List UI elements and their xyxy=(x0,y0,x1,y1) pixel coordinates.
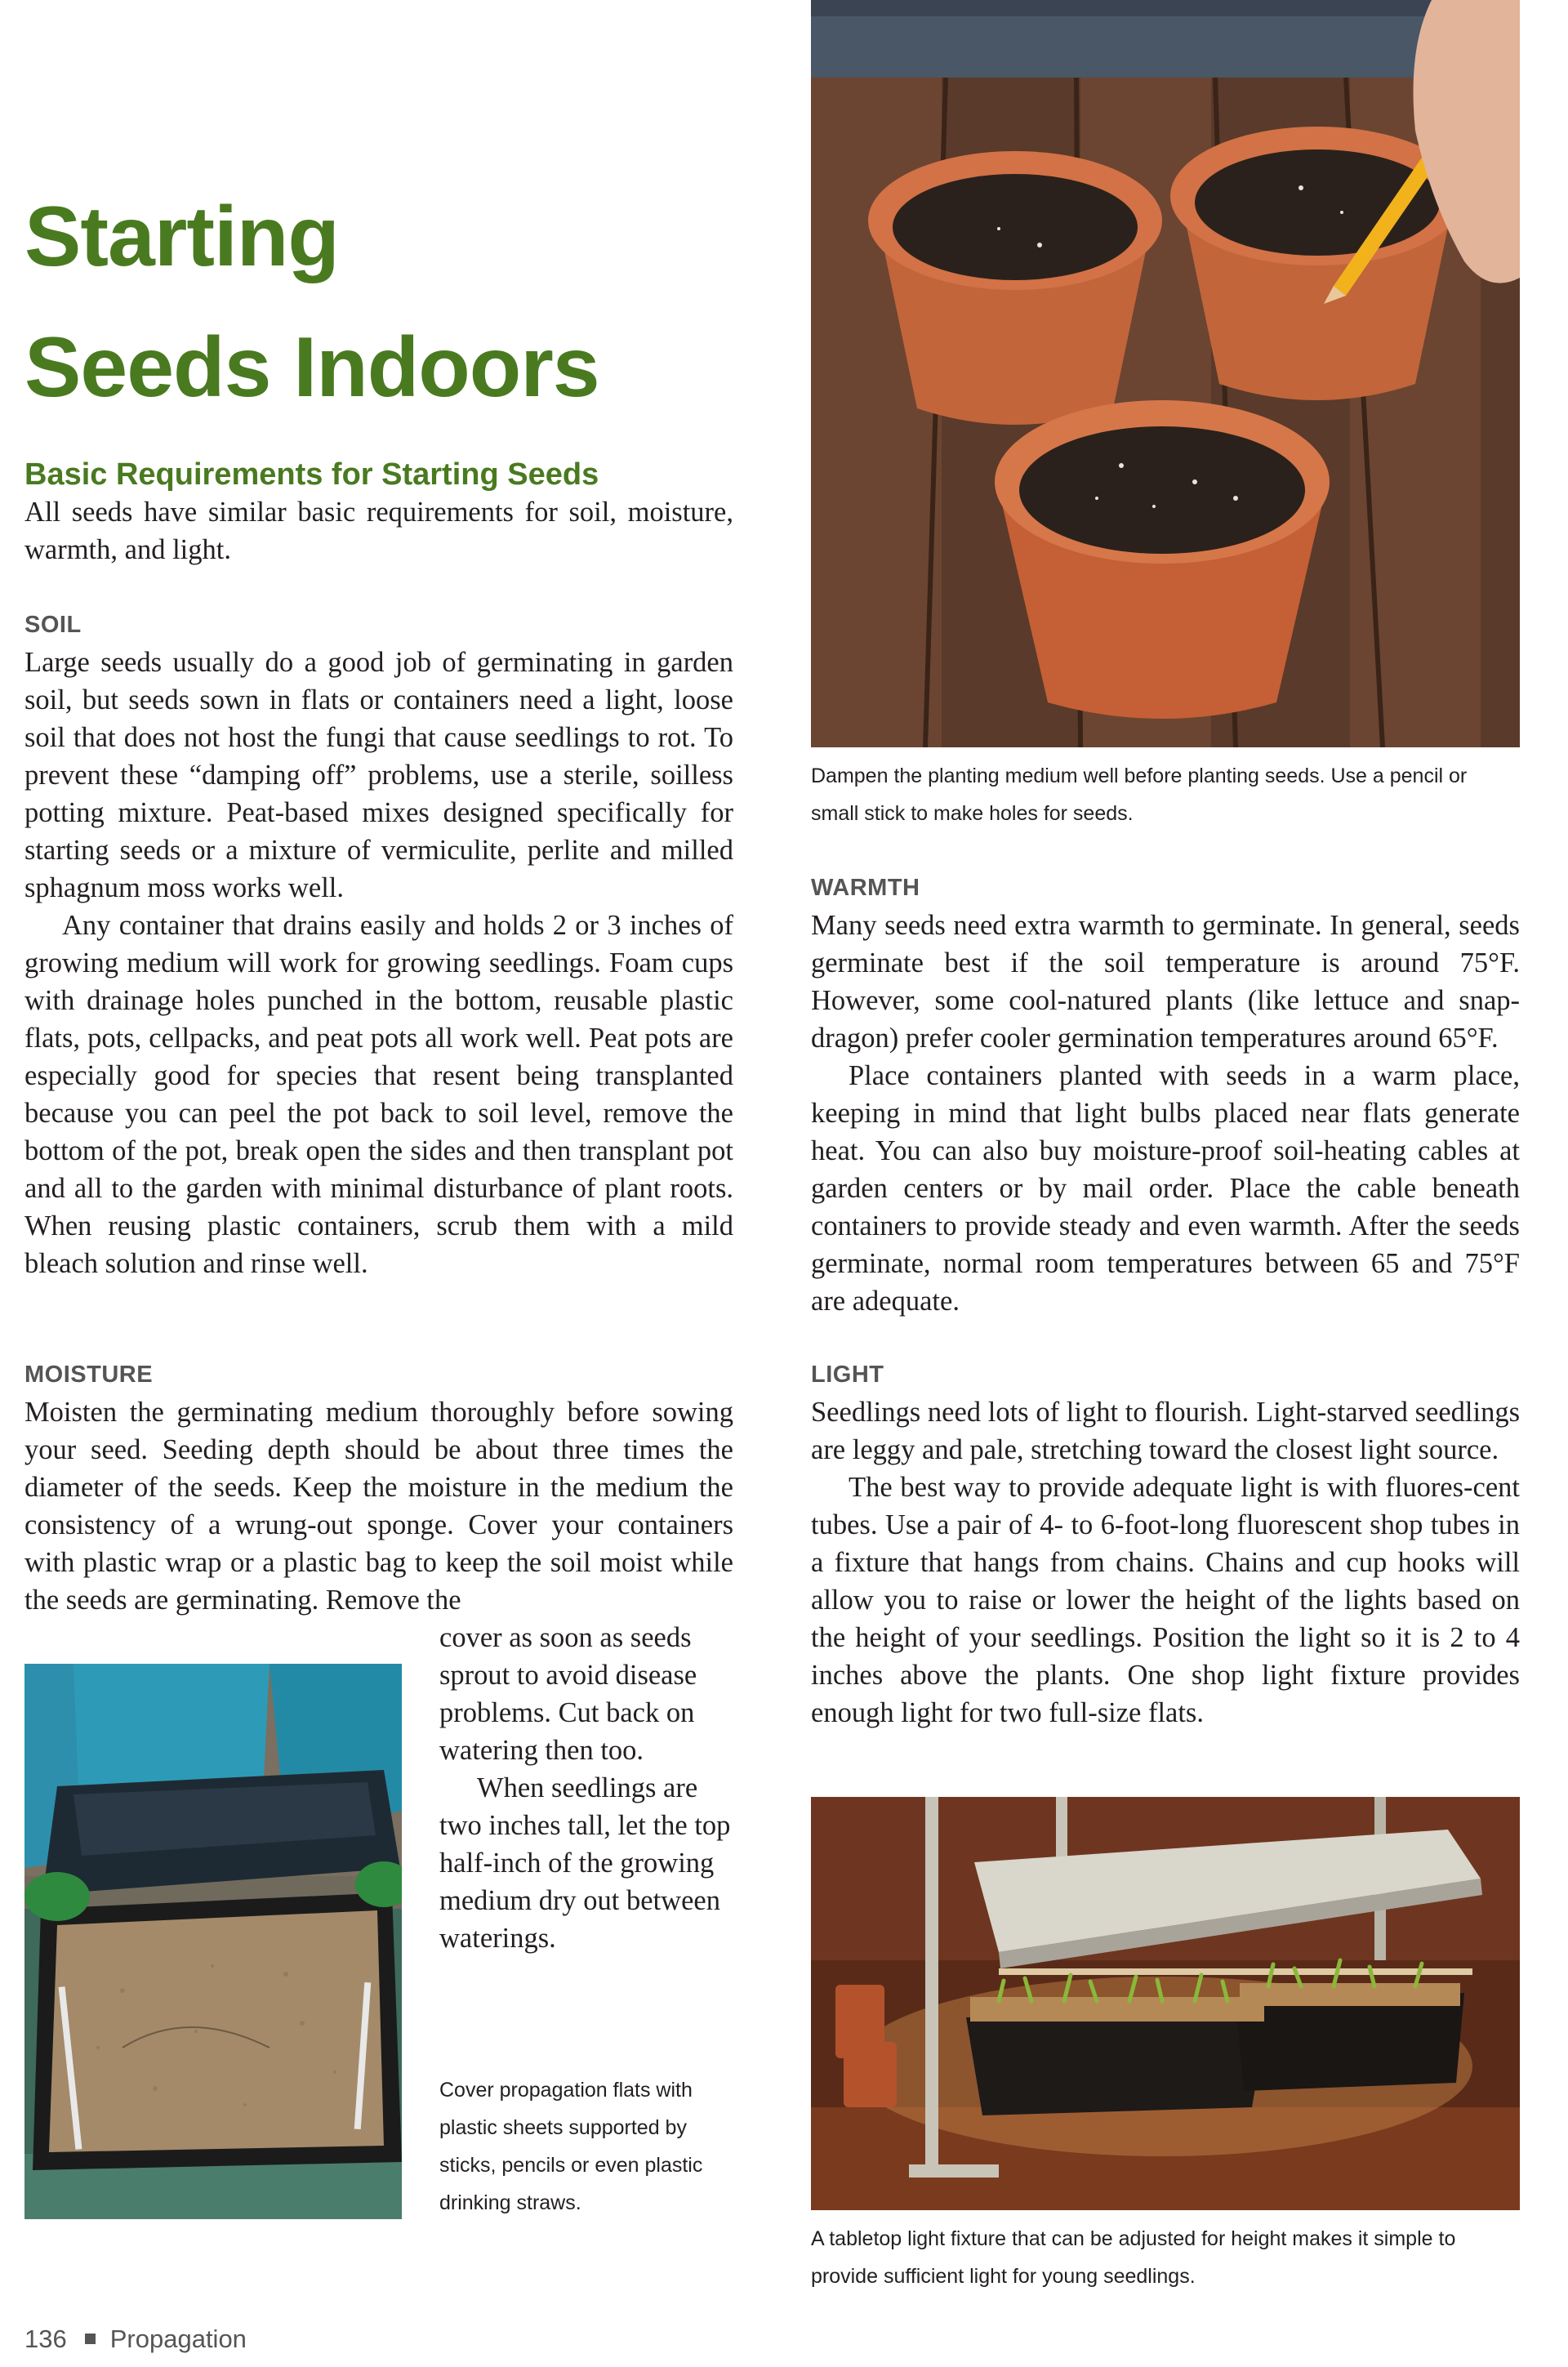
title-line-2: Seeds Indoors xyxy=(24,320,599,415)
intro-paragraph xyxy=(24,493,733,568)
tabletop-light-illustration xyxy=(811,1797,1520,2210)
moisture-paragraph-1: Moisten the germinating medium thoroughly before sowing your seed. Seeding depth should be about three times the diameter of the seeds. Keep the moisture in the medium the consistency of a wrung-out sponge. Cover your containers with plastic wrap or a plastic bag to keep the soil moist while the seeds are germinating. Remove the xyxy=(24,1397,733,1616)
moisture-paragraph-2: When seedlings are two inches tall, let the top half-inch of the growing medium dry out between waterings. xyxy=(439,1772,731,1954)
terracotta-pots-illustration xyxy=(811,0,1520,747)
light-paragraph-2: The best way to provide adequate light is with fluores-cent tubes. Use a pair of 4- to 6-foot-long fluorescent shop tubes in a fixture that hangs from chains. Chains and cup hooks will allow you to raise or lower the height of the lights based on the height of your seedlings. Position the light so it is 2 to 4 inches above the plants. One shop light fixture provides enough light for two full-size flats. xyxy=(811,1472,1520,1728)
section-name: Propagation xyxy=(109,2325,247,2353)
photo-tabletop-light xyxy=(811,1797,1520,2210)
moisture-heading: MOISTURE xyxy=(24,1362,154,1388)
warmth-paragraph-2: Place containers planted with seeds in a warm place, keeping in mind that light bulbs placed near flats generate heat. You can also buy moisture-proof soil-heating cables at garden centers or by mail order. Place the cable beneath containers to provide steady and even warmth. After the seeds germinate, normal room temperatures between 65 and 75°F are adequate. xyxy=(811,1060,1520,1317)
propagation-flat-illustration xyxy=(24,1664,402,2219)
title-line-1: Starting xyxy=(24,189,339,284)
page-title xyxy=(24,172,760,433)
light-heading: LIGHT xyxy=(811,1362,884,1388)
warmth-paragraph-1: Many seeds need extra warmth to germinate. In general, seeds germinate best if the soil temperature is around 75°F. However, some cool-natured plants (like lettuce and snap-dragon) prefer cooler germination temperatures around 65°F. xyxy=(811,910,1520,1054)
page-footer xyxy=(24,2325,247,2354)
intro-text: All seeds have similar basic requirements for soil, moisture, warmth, and light. xyxy=(24,497,733,565)
caption-flat: Cover propagation flats with plastic sheets supported by sticks, pencils or even plastic drinking straws. xyxy=(439,2079,703,2214)
warmth-body xyxy=(811,907,1520,1320)
folio-square-icon xyxy=(85,2334,96,2344)
moisture-body-top xyxy=(24,1393,733,1619)
light-body xyxy=(811,1393,1520,1732)
photo-propagation-flat xyxy=(24,1664,402,2219)
soil-paragraph-1: Large seeds usually do a good job of germinating in garden soil, but seeds sown in flats or containers need a light, loose soil that does not host the fungi that cause seedlings to rot. To prevent these “damping off” problems, use a sterile, soilless potting mixture. Peat-based mixes designed specifically for starting seeds or a mixture of vermiculite, perlite and milled sphagnum moss works well. xyxy=(24,647,733,903)
soil-heading: SOIL xyxy=(24,612,82,638)
moisture-body-wrap xyxy=(439,1619,735,1957)
light-paragraph-1: Seedlings need lots of light to flourish. Light-starved seedlings are leggy and pale, stretching toward the closest light source. xyxy=(811,1397,1520,1465)
caption-pots: Dampen the planting medium well before planting seeds. Use a pencil or small stick to make holes for seeds. xyxy=(811,764,1468,825)
warmth-heading: WARMTH xyxy=(811,875,920,901)
soil-paragraph-2: Any container that drains easily and holds 2 or 3 inches of growing medium will work for growing seedlings. Foam cups with drainage holes punched in the bottom, reusable plastic flats, pots, cellpacks, and peat pots all work well. Peat pots are especially good for species that resent being transplanted because you can peel the pot back to soil level, remove the bottom of the pot, break open the sides and then transplant pot and all to the garden with minimal disturbance of plant roots. When reusing plastic containers, scrub them with a mild bleach solution and rinse well. xyxy=(24,910,733,1279)
section-heading-basic-requirements: Basic Requirements for Starting Seeds xyxy=(24,457,599,492)
moisture-paragraph-1b: cover as soon as seeds sprout to avoid disease problems. Cut back on watering then too. xyxy=(439,1622,697,1766)
page-number: 136 xyxy=(24,2325,67,2353)
soil-body xyxy=(24,644,733,1282)
caption-lamp: A tabletop light fixture that can be adjusted for height makes it simple to provide sufficient light for young seedlings. xyxy=(811,2227,1456,2288)
photo-terracotta-pots xyxy=(811,0,1520,747)
